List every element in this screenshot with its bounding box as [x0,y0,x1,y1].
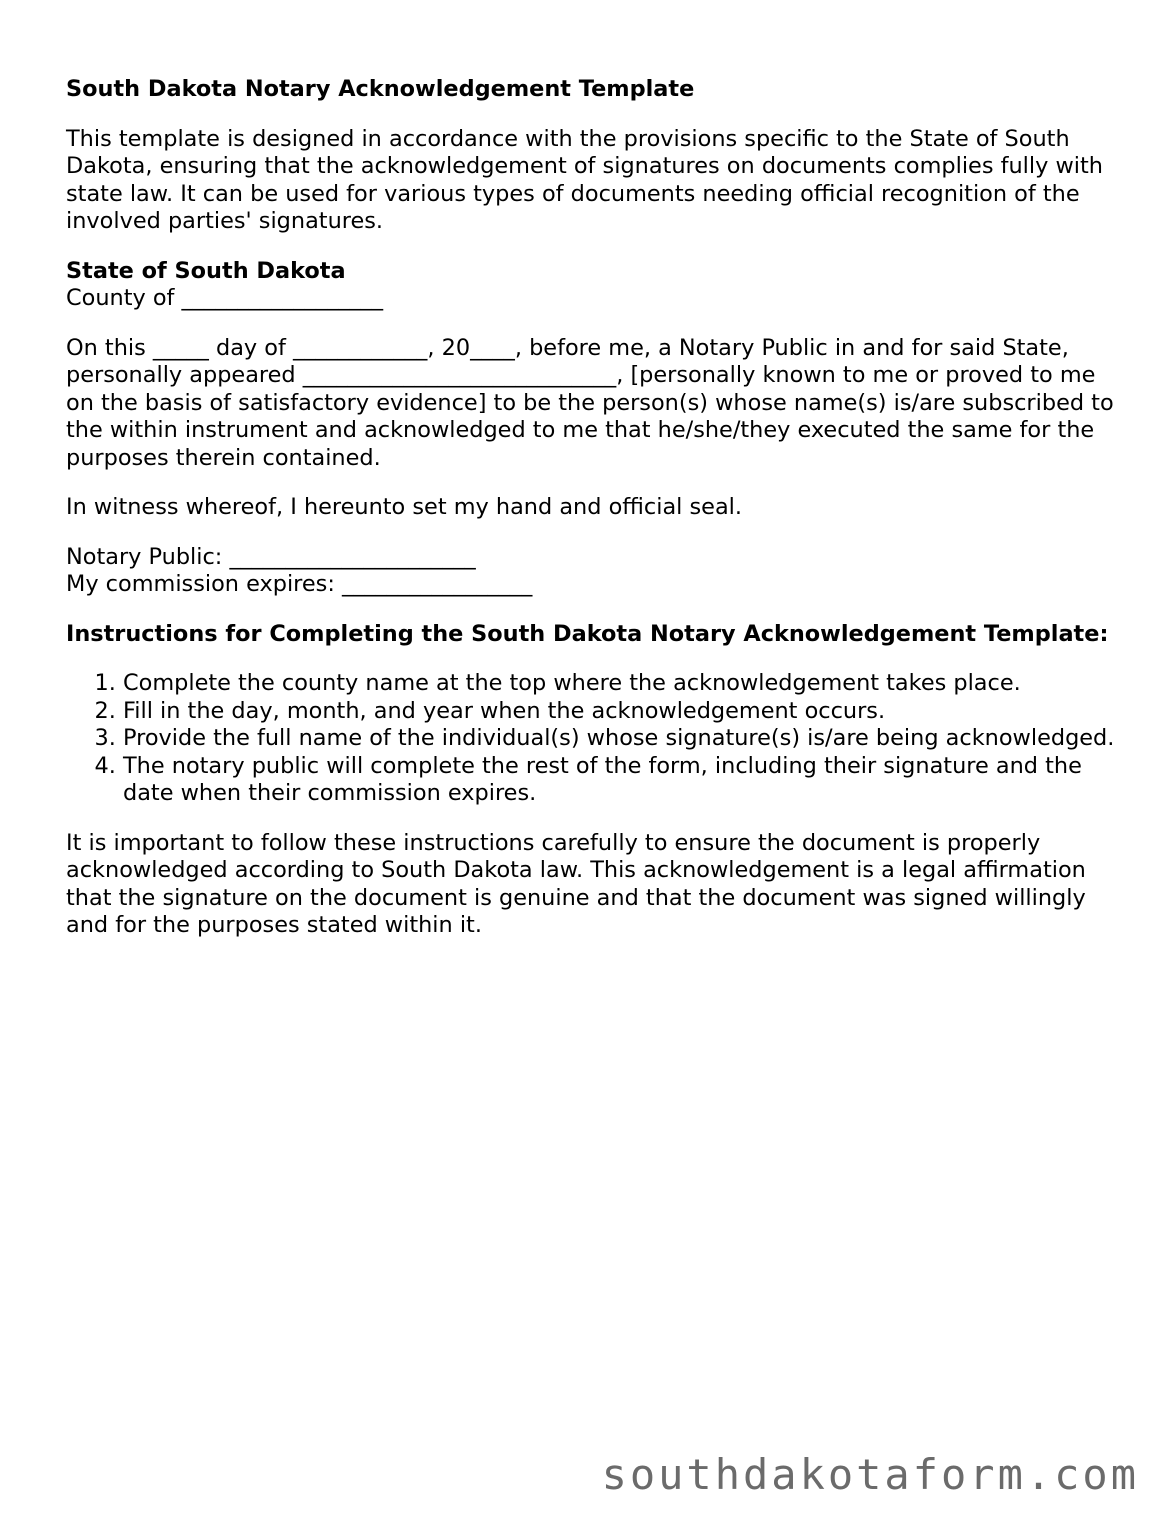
notary-public-line: Notary Public: ______________________ [66,543,476,570]
list-item: 3. Provide the full name of the individual(s) whose signature(s) is/are being acknowledged. [123,725,1116,753]
venue-block [66,258,1116,313]
list-item: 2. Fill in the day, month, and year when the acknowledgement occurs. [123,698,1116,726]
closing-paragraph: It is important to follow these instructions carefully to ensure the document is properly acknowledged according to South Dakota law. This acknowledgement is a legal affirmation that the signature on the document is genuine and that the document was signed willingly and for the purposes stated within it. [66,829,1086,938]
acknowledgement-paragraph: On this _____ day of ____________, 20____, before me, a Notary Public in and for said State, personally appeared ____________________________, [personally known to me or proved to me on the basis of satisfactory evidence] to be the person(s) whose name(s) is/are subscribed to the within instrument and acknowledged to me that he/she/they executed the same for the purposes therein contained. [66,334,1114,471]
signature-block [66,544,1116,599]
document-page [66,76,1116,962]
county-line: County of __________________ [66,285,384,311]
state-heading: State of South Dakota [66,257,346,284]
instructions-heading: Instructions for Completing the South Dakota Notary Acknowledgement Template: [66,620,1109,647]
list-item: 1. Complete the county name at the top where the acknowledgement takes place. [123,670,1116,698]
list-item: 4. The notary public will complete the rest of the form, including their signature and the date when their commission expires. [123,753,1116,808]
instructions-list [66,670,1116,808]
commission-expires-line: My commission expires: _________________ [66,571,533,597]
intro-paragraph: This template is designed in accordance with the provisions specific to the State of South Dakota, ensuring that the acknowledgement of signatures on documents complies fully with state law. It can be used for various types of documents needing official recognition of the involved parties' signatures. [66,125,1103,234]
witness-line: In witness whereof, I hereunto set my hand and official seal. [66,494,743,520]
watermark: southdakotaform.com [601,1450,1139,1499]
document-title: South Dakota Notary Acknowledgement Template [66,76,695,102]
